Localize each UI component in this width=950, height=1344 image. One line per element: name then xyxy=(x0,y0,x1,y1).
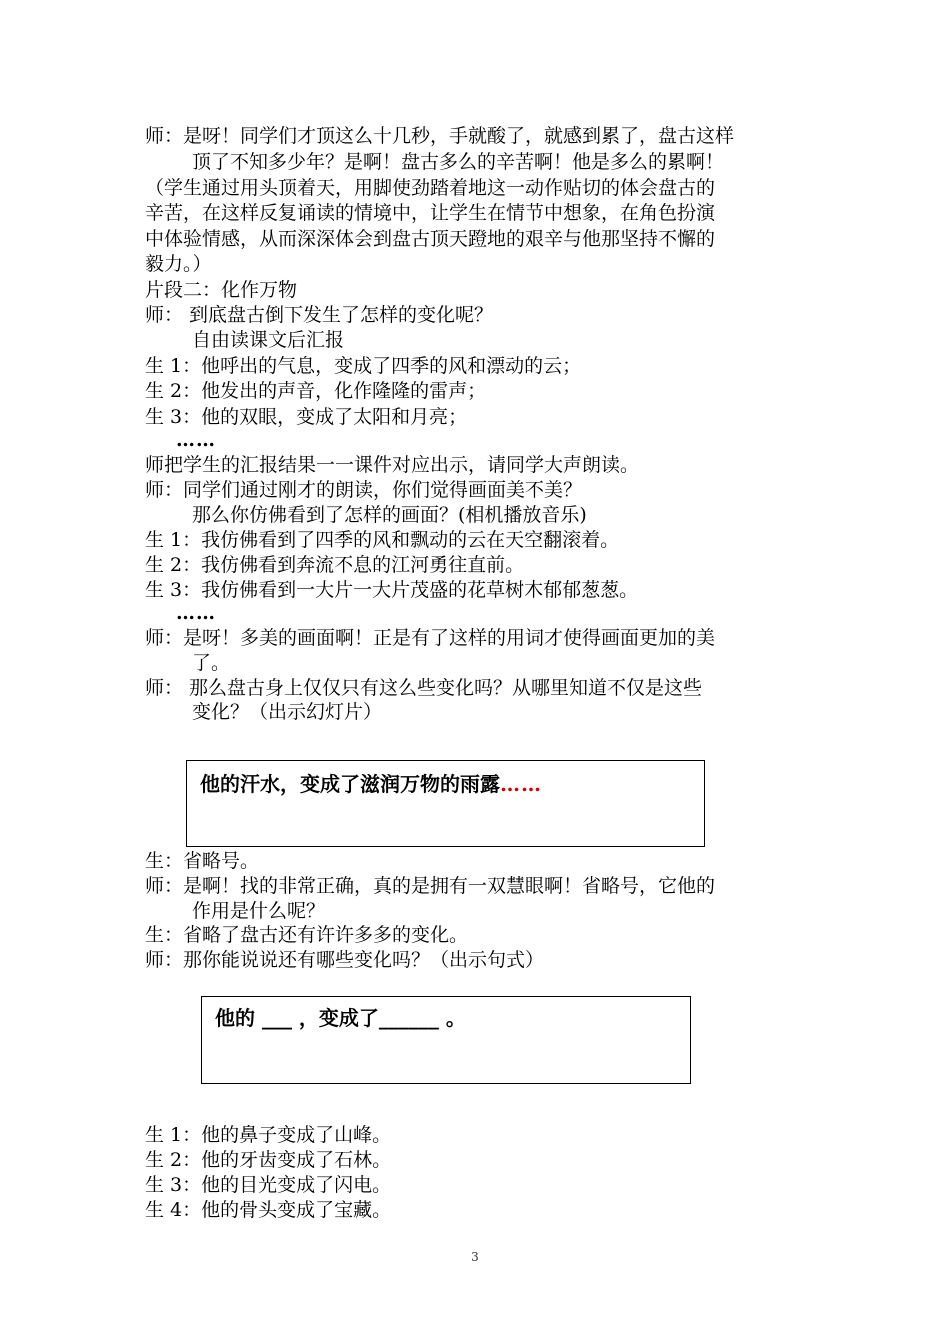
text-line: 生 2：我仿佛看到奔流不息的江河勇往直前。 xyxy=(145,554,525,576)
text-line: 师：是呀！同学们才顶这么十几秒，手就酸了，就感到累了，盘古这样 xyxy=(145,125,735,147)
sentence-pattern-box xyxy=(201,996,691,1084)
text-line: 变化？（出示幻灯片） xyxy=(192,701,383,723)
text-line: 生：省略了盘古还有许许多多的变化。 xyxy=(145,924,469,946)
text-line: 师： 到底盘古倒下发生了怎样的变化呢？ xyxy=(145,304,494,326)
text-line: 生 4：他的骨头变成了宝藏。 xyxy=(145,1199,392,1221)
text-line: 生 3：我仿佛看到一大片一大片茂盛的花草树木郁郁葱葱。 xyxy=(145,579,639,601)
text-line: 师：同学们通过刚才的朗读，你们觉得画面美不美？ xyxy=(145,479,583,501)
text-line: 师：是呀！多美的画面啊！正是有了这样的用词才使得画面更加的美 xyxy=(145,627,716,649)
text-line: 师把学生的汇报结果一一课件对应出示，请同学大声朗读。 xyxy=(145,454,640,476)
red-ellipsis: …… xyxy=(500,772,542,796)
text-line: 作用是什么呢？ xyxy=(192,900,326,922)
section-heading: 片段二：化作万物 xyxy=(145,279,298,301)
text-line: 那么你仿佛看到了怎样的画面？(相机播放音乐) xyxy=(192,504,587,526)
text-line: 师： 那么盘古身上仅仅只有这么些变化吗？从哪里知道不仅是这些 xyxy=(145,677,703,699)
text-line: 顶了不知多少年？是啊！盘古多么的辛苦啊！他是多么的累啊！ xyxy=(192,151,725,173)
text-line: 生 2：他的牙齿变成了石林。 xyxy=(145,1149,392,1171)
ellipsis-line: …… xyxy=(176,429,216,451)
text-line: 自由读课文后汇报 xyxy=(192,329,345,351)
text-line: 了。 xyxy=(192,652,231,674)
ellipsis-line: …… xyxy=(176,602,216,624)
text-line: 辛苦，在这样反复诵读的情境中，让学生在情节中想象，在角色扮演 xyxy=(145,202,716,224)
text-line: 生 1：他呼出的气息，变成了四季的风和漂动的云； xyxy=(145,355,582,377)
sentence-pattern-text: 他的 ___ ，变成了______ 。 xyxy=(215,1006,466,1030)
text-line: 生 1：我仿佛看到了四季的风和飘动的云在天空翻滚着。 xyxy=(145,529,620,551)
text-line: 中体验情感，从而深深体会到盘古顶天蹬地的艰辛与他那坚持不懈的 xyxy=(145,228,716,250)
text-line: 生 2：他发出的声音，化作隆隆的雷声； xyxy=(145,380,487,402)
text-line: 毅力。） xyxy=(145,253,212,275)
text-line: 生 3：他的双眼，变成了太阳和月亮； xyxy=(145,406,468,428)
text-line: 生 3：他的目光变成了闪电。 xyxy=(145,1174,392,1196)
slide-text: 他的汗水，变成了滋润万物的雨露…… xyxy=(200,772,542,796)
page-number: 3 xyxy=(471,1250,479,1264)
text-line: 师：那你能说说还有哪些变化吗？（出示句式） xyxy=(145,949,545,971)
text-line: （学生通过用头顶着天，用脚使劲踏着地这一动作贴切的体会盘古的 xyxy=(145,177,716,199)
text-line: 生：省略号。 xyxy=(145,850,260,872)
text-line: 生 1：他的鼻子变成了山峰。 xyxy=(145,1124,392,1146)
slide-box-sweat xyxy=(186,760,705,847)
text-line: 师：是啊！找的非常正确，真的是拥有一双慧眼啊！省略号，它他的 xyxy=(145,875,716,897)
